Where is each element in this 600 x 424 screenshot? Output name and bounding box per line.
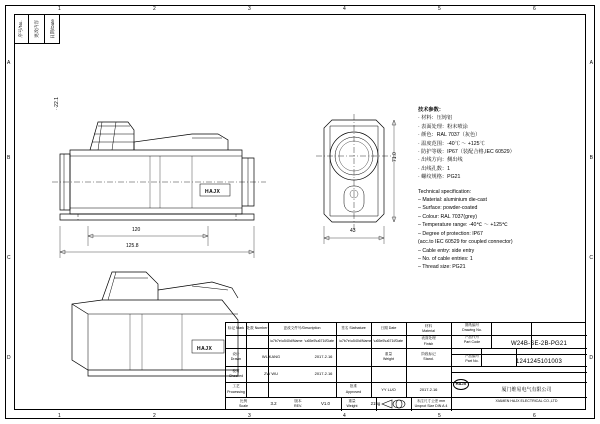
role-drawn: 设计 Drawn [230, 351, 242, 361]
iso-view-logo: HAJX [197, 346, 213, 352]
spec-en-line-4: – Degree of protection: IP67 [418, 230, 483, 237]
spec-en-line-0: – Material: aluminium die-cast [418, 197, 487, 204]
col-mark-1: 1 [58, 6, 61, 12]
side-view-logo: HAJX [205, 189, 221, 195]
front-height-dim-line [386, 114, 406, 224]
specification-block [418, 106, 598, 272]
spec-en-line-8: – Thread size: PG21 [418, 264, 466, 271]
side-dim-outer-label: 125.8 [126, 243, 139, 249]
front-view [314, 114, 424, 239]
col-mark-6: 6 [533, 6, 536, 12]
label-weight-2: 重量 Weight [346, 398, 358, 408]
col-mark-b-6: 6 [533, 413, 536, 419]
label-weight: 重量 Weight [382, 351, 395, 361]
spec-cn-line-4: · 防护等级：IP67（装配合格,IEC 60529） [418, 149, 515, 156]
value-part-code: W24B-SE-2B-PG21 [510, 340, 568, 347]
th-name-date-2: \u7b7e\u540d/Name \u65e5\u671f/Date [338, 338, 404, 343]
spec-en-line-7: – No. of cable entries: 1 [418, 255, 473, 262]
front-dim-width-label: 43 [350, 228, 356, 234]
col-mark-b-3: 3 [248, 413, 251, 419]
front-dim-height-label: 71.0 [392, 152, 398, 162]
first-angle-projection-icon [380, 399, 408, 409]
checked-date: 2017.2.16 [314, 371, 333, 377]
company-logo: HAJX [452, 378, 470, 390]
role-processing: 工艺 Processing [227, 384, 245, 394]
label-stand: 阶段标记 Stand. [421, 351, 436, 361]
col-mark-4: 4 [343, 6, 346, 12]
row-mark-d: D [7, 355, 11, 361]
side-view-dimensions [42, 226, 282, 266]
spec-en-line-6: – Cable entry: side entry [418, 247, 475, 254]
row-mark-a: A [7, 60, 11, 66]
label-drawing-no: 图纸编号 Drawing No. [462, 323, 482, 333]
spec-en-line-2: – Colour: RAL 7037(grey) [418, 213, 477, 220]
col-mark-2: 2 [153, 6, 156, 12]
stub-col-date-label: 日期/Date [49, 19, 55, 39]
role-checked: 校对 Checked [228, 368, 244, 378]
value-scale: 3.2 [270, 401, 277, 407]
col-mark-b-1: 1 [58, 413, 61, 419]
spec-cn-line-2: · 颜色：RAL 7037（灰色） [418, 132, 481, 139]
label-material: 材料 Material [422, 323, 435, 333]
value-weight: 215g [370, 401, 381, 407]
label-product-no: 产品编号 Part No. [464, 354, 480, 364]
col-mark-b-5: 5 [438, 413, 441, 419]
th-number: 处数 Number [246, 326, 268, 331]
spec-en-line-1: – Surface: powder-coated [418, 205, 478, 212]
spec-cn-title: 技术参数： [418, 107, 444, 113]
side-dim-inner-label: 120 [132, 227, 141, 233]
stub-col-desc-label: 更改内容 [33, 20, 39, 38]
approver-name: YY LUO [381, 386, 396, 392]
col-mark-5: 5 [438, 6, 441, 12]
value-product-no: 1241245101003 [516, 359, 562, 366]
spec-en-title: Technical specification: [418, 188, 472, 195]
row-mark-r-a: A [589, 60, 593, 66]
company-name: 厦门维易电气有限公司 [501, 387, 552, 394]
label-approved: 批准 Approved [345, 384, 362, 394]
value-rev: V1.0 [320, 401, 331, 407]
spec-cn-line-3: · 温度范围：-40℃ ～ +125℃ [418, 140, 485, 147]
side-dim-left-label: ⋅⋅22.1 [54, 97, 60, 110]
spec-cn-line-6: · 出线孔数：1 [418, 165, 450, 172]
drawn-name: WL KANG [261, 354, 281, 360]
th-description: 更改文件号/Description [283, 326, 321, 331]
th-date: 日期 Date [380, 326, 397, 331]
label-rev: 版本 REV. [293, 398, 303, 408]
front-view-dimensions [314, 226, 424, 256]
title-block [225, 322, 586, 410]
th-name-date-1: \u7b7e\u540d/Name \u65e5\u671f/Date [269, 338, 335, 343]
label-finish: 表面处理 Finish [421, 336, 436, 346]
col-mark-b-2: 2 [153, 413, 156, 419]
row-mark-r-b: B [589, 155, 593, 161]
th-mark: 标记 Mark [227, 326, 245, 331]
label-scale: 比例 Scale [239, 398, 248, 408]
approved-date: 2017.2.16 [419, 386, 438, 392]
spec-en-line-5: (acc.to IEC 60529 for coupled connector) [418, 239, 513, 246]
col-mark-3: 3 [248, 6, 251, 12]
row-mark-r-c: C [589, 255, 593, 261]
stub-col-no-label: 序号/No. [18, 20, 23, 38]
row-mark-b: B [7, 155, 11, 161]
checked-name: ZW WU [264, 371, 278, 377]
col-mark-b-4: 4 [343, 413, 346, 419]
projection-symbol-icon [376, 397, 411, 411]
label-part-code: 产品代号 Part Code [463, 335, 481, 345]
drawn-date: 2017.2.16 [314, 354, 333, 360]
spec-en-line-3: – Temperature range: -40℃ ～ +125℃ [418, 222, 508, 229]
spec-cn-line-5: · 出线方向：侧出线 [418, 157, 463, 164]
company-name-en: XIAMEN HAJX ELECTRICAL CO.,LTD [495, 399, 558, 404]
row-mark-c: C [7, 255, 11, 261]
unit-note: 未注尺寸公差 mm Unqnot Size DIN A 4 [414, 398, 448, 408]
th-signature: 签名 Siafnature [341, 326, 366, 331]
spec-cn-line-7: · 螺纹规格：PG21 [418, 174, 461, 181]
row-mark-r-d: D [589, 355, 593, 361]
spec-cn-line-0: · 材料：压铸铝 [418, 115, 453, 122]
spec-cn-line-1: · 表面处理：粉末喷涂 [418, 123, 468, 130]
side-view [42, 104, 302, 239]
